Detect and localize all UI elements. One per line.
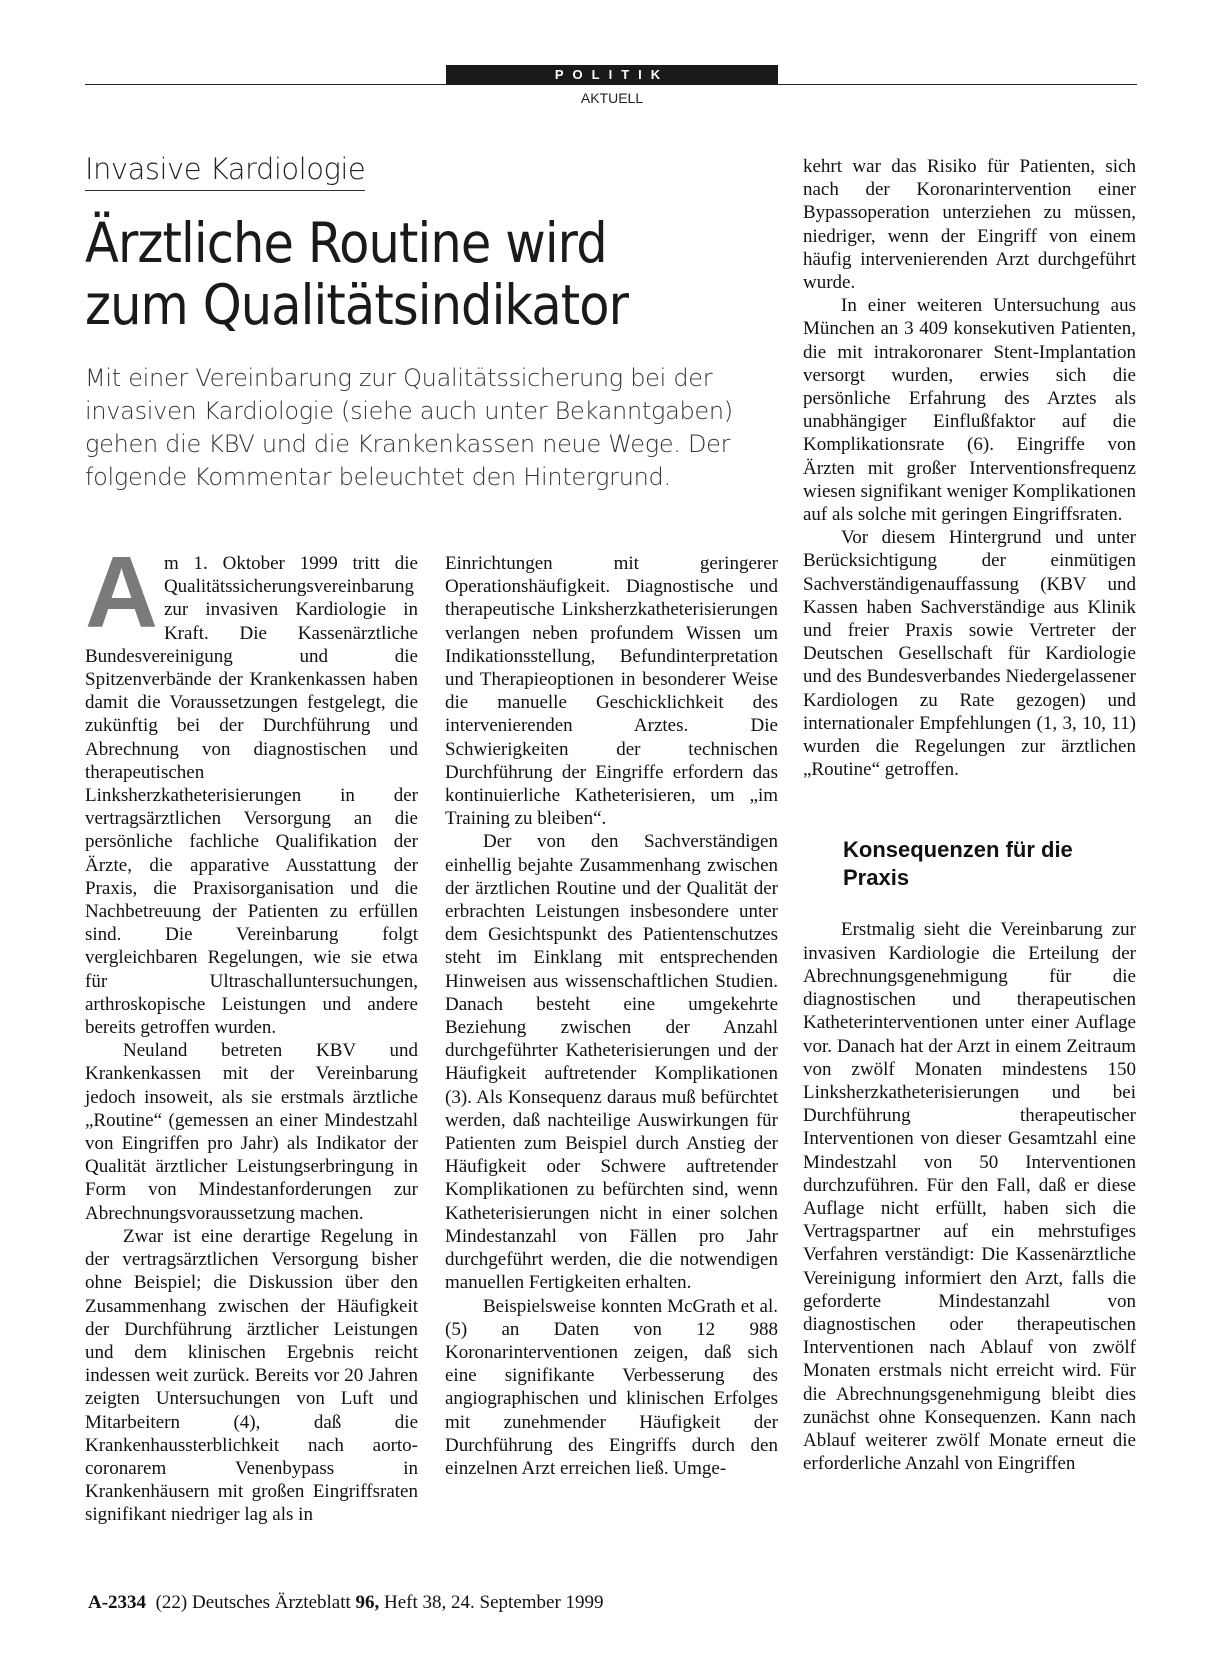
paragraph: Beispielsweise konnten McGrath et al. (5) an Daten von 12 988 Koronarinterventionen zeigen, daß sich eine signifikante Verbesserung des angiographischen und klinischen Erfolges mit zunehmender Häufigkeit der Durchführung des Eingriffs durch den einzelnen Arzt erreichen ließ. Umge- — [445, 1295, 778, 1479]
article-kicker: Invasive Kardiologie — [85, 152, 365, 191]
paragraph: Erstmalig sieht die Vereinbarung zur invasiven Kardiologie die Erteilung der Abrechnungsgenehmigung für die diagnostischen und therapeutischen Katheterinterventionen unter einer Auflage vor. Danach hat der Arzt in einem Zeitraum von zwölf Monaten mindestens 150 Linksherzkatheterisierungen und bei Durchführung therapeutischer Interventionen von dieser Gesamtzahl eine Mindestzahl von 50 Interventionen durchzuführen. Für den Fall, daß er diese Auflage nicht erfüllt, haben sich die Vertragspartner auf ein mehrstufiges Verfahren verständigt: Die Kassenärztliche Vereinigung informiert den Arzt, falls die geforderte Mindestanzahl von diagnostischen oder therapeutischen Interventionen nach Ablauf von zwölf Monaten erstmals nicht erreicht wird. Für die Abrechnungsgenehmigung bleibt dies zunächst ohne Konsequenzen. Kann nach Ablauf weiterer zwölf Monate erneut die erforderliche Anzahl von Eingriffen — [803, 919, 1136, 1475]
drop-cap: A — [85, 537, 158, 649]
article-headline: Ärztliche Routine wird zum Qualitätsindikator — [85, 211, 629, 337]
section-label: POLITIK — [446, 65, 778, 85]
text-column-3 — [803, 155, 1136, 1475]
section-subheading: Konsequenzen für die Praxis — [843, 837, 1073, 891]
paragraph: Neuland betreten KBV und Krankenkassen mit der Vereinbarung jedoch insoweit, als sie erstmals ärztliche „Routine“ (gemessen an einer Mindestzahl von Eingriffen pro Jahr) als Indikator der Qualität ärztlicher Leistungserbringung in Form von Mindestanforderungen zur Abrechnungsvoraussetzung machen. — [85, 1040, 418, 1224]
paragraph: In einer weiteren Untersuchung aus München an 3 409 konsekutiven Patienten, die mit intrakoronarer Stent-Implantation versorgt wurden, erwies sich die persönliche Erfahrung des Arztes als unabhängiger Einflußfaktor auf die Komplikationsrate (6). Eingriffe von Ärzten mit großer Interventionsfrequenz wiesen signifikant weniger Komplikationen auf als solche mit geringen Eingriffsraten. — [803, 295, 1136, 526]
paragraph: Einrichtungen mit geringerer Operationshäufigkeit. Diagnostische und therapeutische Linksherzkatheterisierungen verlangen neben profundem Wissen um Indikationsstellung, Befundinterpretation und Therapieoptionen in besonderer Weise die manuelle Geschicklichkeit des intervenierenden Arztes. Die Schwierigkeiten der technischen Durchführung der Eingriffe erfordern das kontinuierliche Katheterisieren, um „im Training zu bleiben“. — [445, 553, 778, 830]
paragraph: Der von den Sachverständigen einhellig bejahte Zusammenhang zwischen der ärztlichen Routine und der Qualität der erbrachten Leistungen insbesondere unter dem Gesichtspunkt des Patientenschutzes steht im Einklang mit entsprechenden Hinweisen aus wissenschaftlichen Studien. Danach besteht eine umgekehrte Beziehung zwischen der Anzahl durchgeführter Katheterisierungen und der Häufigkeit auftretender Komplikationen (3). Als Konsequenz daraus muß befürchtet werden, daß nachteilige Auswirkungen für Patienten zum Beispiel durch Anstieg der Häufigkeit oder Schwere auftretender Komplikationen zu befürchten sind, wenn Katheterisierungen nicht in einer solchen Mindestanzahl von Fällen pro Jahr durchgeführt werden, die die notwendigen manuellen Fertigkeiten erhalten. — [445, 831, 778, 1294]
publication-name: (22) Deutsches Ärzteblatt — [155, 1592, 351, 1613]
page-number: A-2334 — [88, 1592, 147, 1613]
article-lead: Mit einer Vereinbarung zur Qualitätssicherung bei der invasiven Kardiologie (siehe auch unter Bekanntgaben) gehen die KBV und die Krankenkassen neue Wege. Der folgende Kommentar beleuchtet den Hintergrund. — [85, 364, 733, 491]
paragraph: Zwar ist eine derartige Regelung in der vertragsärztlichen Versorgung bisher ohne Beispiel; die Diskussion über den Zusammenhang zwischen der Häufigkeit der Durchführung ärztlicher Leistungen und dem klinischen Ergebnis reicht indessen weit zurück. Bereits vor 20 Jahren zeigten Untersuchungen von Luft und Mitarbeitern (4), daß die Krankenhaussterblichkeit nach aorto-coronarem Venenbypass in Krankenhäusern mit großen Eingriffsraten signifikant niedriger lag als in — [85, 1225, 418, 1526]
subsection-label: AKTUELL — [580, 90, 644, 106]
paragraph: kehrt war das Risiko für Patienten, sich nach der Koronarintervention einer Bypassoperation unterziehen zu müssen, niedriger, wenn der Eingriff von einem häufig intervenierenden Arzt durchgeführt wurde. — [803, 156, 1136, 294]
text-column-1 — [85, 537, 418, 1527]
text-column-2 — [445, 552, 778, 1480]
paragraph: Vor diesem Hintergrund und unter Berücksichtigung der einmütigen Sachverständigenauffassung (KBV und Kassen haben Sachverständige aus Klinik und freier Praxis sowie Vertreter der Deutschen Gesellschaft für Kardiologie und des Bundesverbandes Niedergelassener Kardiologen zu Rate gezogen) und internationaler Empfehlungen (1, 3, 10, 11) wurden die Regelungen zur ärztlichen „Routine“ getroffen. — [803, 527, 1136, 781]
volume-number: 96, — [355, 1592, 380, 1613]
page-footer — [88, 1592, 604, 1614]
paragraph: Am 1. Oktober 1999 tritt die Qualitätssicherungsvereinbarung zur invasiven Kardiologie in Kraft. Die Kassenärztliche Bundesvereinigung und die Spitzenverbände der Krankenkassen haben damit die Voraussetzungen festgelegt, die zukünftig bei der Durchführung und Abrechnung von diagnostischen und therapeutischen Linksherzkatheterisierungen in der vertragsärztlichen Versorgung an die persönliche fachliche Qualifikation der Ärzte, die apparative Ausstattung der Praxis, die Praxisorganisation und die Nachbetreuung der Patienten zu erfüllen sind. Die Vereinbarung folgt vergleichbaren Regelungen, wie sie etwa für Ultraschalluntersuchungen, arthroskopische Leistungen und andere bereits getroffen wurden. — [85, 537, 418, 1039]
issue-info: Heft 38, 24. September 1999 — [384, 1592, 604, 1613]
